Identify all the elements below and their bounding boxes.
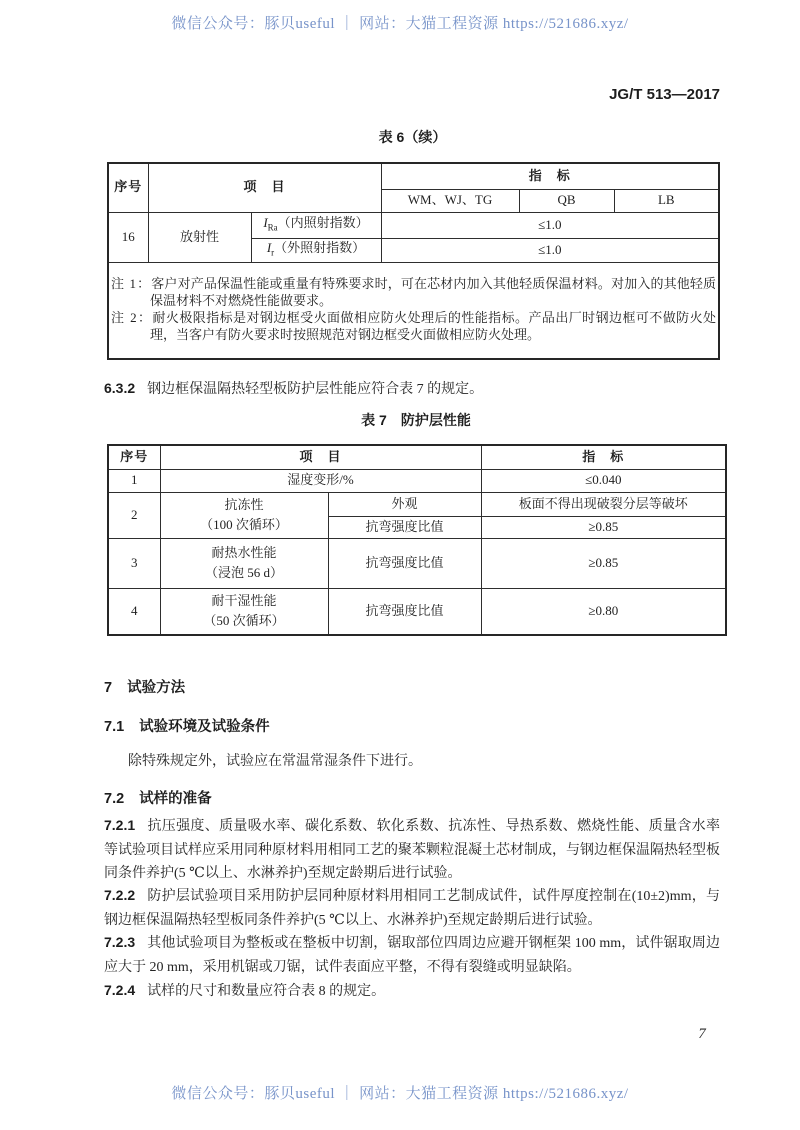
table7-row-4	[108, 588, 726, 635]
section-7-number: 7	[104, 680, 113, 696]
table7-header-seq: 序号	[108, 445, 160, 469]
standard-number: JG/T 513—2017	[609, 86, 720, 103]
clause-7-2-4-number: 7.2.4	[104, 982, 136, 998]
watermark-header: 微信公众号：豚贝useful ｜ 网站：大猫工程资源 https://521686.xyz/	[171, 16, 629, 32]
clause-7-2-1	[104, 814, 720, 886]
table7-row2-ratio-label: 抗弯强度比值	[328, 516, 481, 538]
table7-row-2a	[108, 492, 726, 516]
table6-notes-cell	[108, 262, 719, 359]
table6-note-1	[111, 276, 716, 310]
table7-row1-item: 湿度变形/%	[160, 469, 481, 492]
section-7-1-number: 7.1	[104, 719, 125, 735]
section-7-1-heading	[104, 715, 720, 736]
table7-row3-seq: 3	[108, 538, 160, 588]
table6-header-col-lb: LB	[614, 189, 719, 212]
table7-caption: 表 7 防护层性能	[361, 412, 471, 428]
table7-row3-ratio-label: 抗弯强度比值	[328, 538, 481, 588]
table6-row-16a	[108, 212, 719, 238]
table7-row4-item-line1: 耐干湿性能	[211, 593, 277, 609]
table6-row16-internal-index-label	[251, 212, 381, 238]
table7-header-item: 项 目	[160, 445, 481, 469]
table7-row3-value: ≥0.85	[481, 538, 726, 588]
table6-notes-row	[108, 262, 719, 359]
table6-row16-external-index-value: ≤1.0	[381, 238, 719, 262]
note-2-label: 注 2：	[111, 310, 153, 326]
table7-row1-value: ≤0.040	[481, 469, 726, 492]
table7-row4-ratio-label: 抗弯强度比值	[328, 588, 481, 635]
table6-header-indicator: 指 标	[381, 163, 719, 189]
note-1-text: 客户对产品保温性能或重量有特殊要求时，可在芯材内加入其他轻质保温材料。对加入的其他轻质保温材料不对燃烧性能做要求。	[150, 276, 717, 309]
watermark-footer: 微信公众号：豚贝useful ｜ 网站：大猫工程资源 https://521686.xyz/	[171, 1086, 629, 1102]
table7-row4-seq: 4	[108, 588, 160, 635]
table7-row2-ratio-value: ≥0.85	[481, 516, 726, 538]
table7-row2-item-line2: （100 次循环）	[200, 517, 288, 532]
clause-7-2-2-number: 7.2.2	[104, 887, 136, 903]
section-7-heading	[104, 676, 720, 697]
table7-row4-value: ≥0.80	[481, 588, 726, 635]
internal-index-name: （内照射指数）	[277, 215, 369, 231]
clause-6-3-2-text: 钢边框保温隔热轻型板防护层性能应符合表 7 的规定。	[147, 382, 484, 397]
clause-7-2-1-text: 抗压强度、质量吸水率、碳化系数、软化系数、抗冻性、导热系数、燃烧性能、质量含水率等试验项目试样应采用同种原材料用相同工艺的聚苯颗粒混凝土芯材制成，与钢边框保温隔热轻型板同条件养护(5 ℃以上、水淋养护)至规定龄期后进行试验。	[104, 819, 720, 881]
clause-7-2-4-text: 试样的尺寸和数量应符合表 8 的规定。	[147, 984, 386, 999]
table6-note-2	[111, 310, 716, 344]
table7-row-3	[108, 538, 726, 588]
table6-header-item: 项 目	[148, 163, 381, 212]
table7-row-1	[108, 469, 726, 492]
table7-row2-item-line1: 抗冻性	[224, 497, 264, 512]
clause-7-2-1-number: 7.2.1	[104, 817, 136, 833]
section-7-2-heading	[104, 787, 720, 808]
table6-row16-external-index-label	[251, 238, 381, 262]
table7-header-indicator: 指 标	[481, 445, 726, 469]
external-index-name: （外照射指数）	[274, 240, 366, 256]
symbol-I-subscript: r	[271, 247, 275, 258]
page-number: 7	[698, 1026, 706, 1042]
clause-6-3-2	[104, 377, 720, 402]
symbol-I: I	[263, 215, 268, 231]
clause-7-1-text: 除特殊规定外，试验应在常温常湿条件下进行。	[128, 754, 422, 769]
section-7-2-number: 7.2	[104, 791, 125, 807]
clause-7-2-4	[104, 979, 720, 1004]
symbol-I-subscript: Ra	[267, 222, 278, 233]
clause-7-2-3-text: 其他试验项目为整板或在整板中切割，锯取部位四周边应避开钢框架 100 mm，试件锯取周边应大于 20 mm，采用机锯或刀锯，试件表面应平整，不得有裂缝或明显缺陷。	[104, 936, 720, 975]
table6-row16-internal-index-value: ≤1.0	[381, 212, 719, 238]
table6-header-col-qb: QB	[519, 189, 614, 212]
table7-row2-appearance-label: 外观	[328, 492, 481, 516]
table7-row2-appearance-value: 板面不得出现破裂分层等破坏	[481, 492, 726, 516]
table7-row3-item-line2: （浸泡 56 d）	[204, 565, 283, 580]
table7-row4-item-line2: （50 次循环）	[203, 613, 285, 629]
table6-row16-seq: 16	[108, 212, 148, 262]
clause-7-2-2	[104, 884, 720, 932]
table7-row3-item-line1: 耐热水性能	[211, 545, 277, 560]
section-7-title: 试验方法	[127, 680, 186, 696]
table7	[107, 444, 727, 636]
table6-row16-item: 放射性	[148, 212, 251, 262]
clause-6-3-2-number: 6.3.2	[104, 380, 136, 396]
table6	[107, 162, 720, 360]
symbol-I: I	[266, 240, 272, 256]
table6-header-col-wm-wj-tg: WM、WJ、TG	[381, 189, 519, 212]
table7-row4-item	[160, 588, 328, 635]
table7-row3-item	[160, 538, 328, 588]
note-2-text: 耐火极限指标是对钢边框受火面做相应防火处理后的性能指标。产品出厂时钢边框可不做防火处理，当客户有防火要求时按照规范对钢边框受火面做相应防火处理。	[150, 310, 717, 343]
section-7-1-title: 试验环境及试验条件	[139, 719, 270, 735]
table7-row2-item	[160, 492, 328, 538]
clause-7-2-2-text: 防护层试验项目采用防护层同种原材料用相同工艺制成试件，试件厚度控制在(10±2)mm，与钢边框保温隔热轻型板同条件养护(5 ℃以上、水淋养护)至规定龄期后进行试验。	[104, 889, 720, 928]
table7-row1-seq: 1	[108, 469, 160, 492]
clause-7-2-3	[104, 931, 720, 979]
table7-row2-seq: 2	[108, 492, 160, 538]
clause-7-2-3-number: 7.2.3	[104, 934, 136, 950]
section-7-2-title: 试样的准备	[139, 791, 212, 807]
table6-header-seq: 序号	[108, 163, 148, 212]
table7-header-row	[108, 445, 726, 469]
note-1-label: 注 1：	[111, 276, 152, 292]
table6-caption: 表 6（续）	[378, 129, 447, 145]
table6-header-row-1	[108, 163, 719, 189]
